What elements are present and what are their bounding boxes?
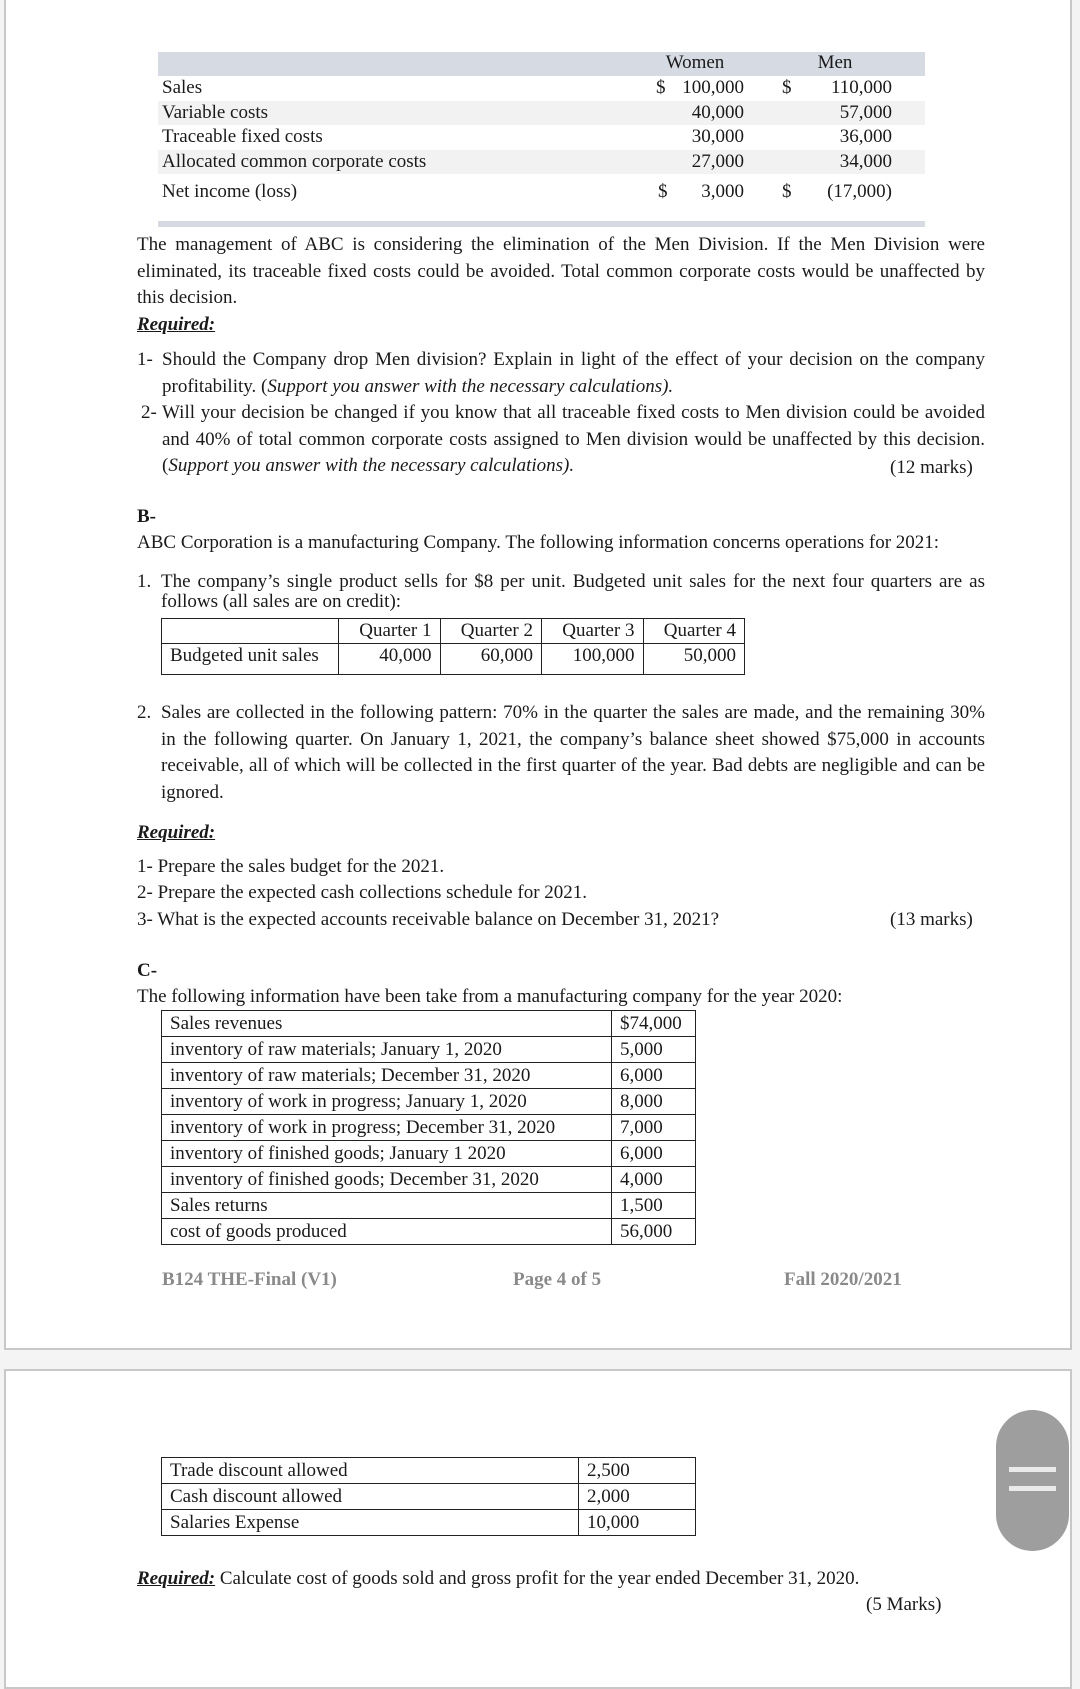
item-text: The company’s single product sells for $8 per unit. Budgeted unit sales for the next four quarters are as follows (all sales are on credit): [161,571,985,612]
value-cell: 40,000 [339,644,441,675]
section-a-required-wrap [137,312,985,339]
row-value: 6,000 [612,1141,696,1167]
section-b-item-1 [137,572,985,612]
section-b-item-2 [137,700,985,806]
header-cell: Quarter 4 [643,619,745,644]
footer-semester: Fall 2020/2021 [784,1269,902,1290]
scroll-drag-handle[interactable] [996,1410,1069,1551]
item-number: 1. [137,571,152,592]
row-value: $74,000 [612,1011,696,1037]
table-row [162,1011,696,1037]
currency: $ [658,181,668,202]
currency: $ [656,77,666,98]
table-row [162,1063,696,1089]
question-note: Support you answer with the necessary calculations). [267,375,674,397]
row-label: Sales returns [162,1193,612,1219]
women-allocated: 27,000 [691,151,744,172]
row-label: Cash discount allowed [162,1484,579,1510]
row-value: 2,500 [579,1458,696,1484]
men-allocated: 34,000 [839,151,892,172]
row-value: 10,000 [579,1510,696,1536]
row-label: inventory of finished goods; January 1 2020 [162,1141,612,1167]
budgeted-unit-sales-table [161,618,745,675]
value-cell: 50,000 [643,644,745,675]
table-row [162,1089,696,1115]
item-number: 2. [137,702,152,723]
row-label: cost of goods produced [162,1219,612,1245]
table-row [162,644,745,675]
row-value: 5,000 [612,1037,696,1063]
header-women: Women [665,52,725,73]
row-value: 1,500 [612,1193,696,1219]
row-label: inventory of finished goods; December 31, 2020 [162,1167,612,1193]
men-sales: 110,000 [830,77,892,98]
header-men: Men [817,52,853,73]
row-label: inventory of work in progress; December 31, 2020 [162,1115,612,1141]
row-label: inventory of work in progress; January 1, 2020 [162,1089,612,1115]
table-row [162,1115,696,1141]
row-value: 2,000 [579,1484,696,1510]
required-label: Required: [137,822,216,843]
women-sales: 100,000 [682,77,744,98]
item-text: Sales are collected in the following pattern: 70% in the quarter the sales are made, and the remaining 30% in the following quarter. On January 1, 2021, the company’s balance sheet showed $75,000 in accounts receivable, all of which will be collected in the first quarter of the year. Bad debts are negligible and can be ignored. [161,702,985,803]
required-label: Required: [137,314,216,335]
row-label: inventory of raw materials; January 1, 2020 [162,1037,612,1063]
question-number: 1- [137,349,153,370]
header-cell [162,619,339,644]
table-header-row [162,619,745,644]
section-b-intro: ABC Corporation is a manufacturing Company. The following information concerns operations for 2021: [137,532,940,553]
section-c-marks: (5 Marks) [866,1594,942,1615]
row-label: Sales revenues [162,1011,612,1037]
row-label: Salaries Expense [162,1510,579,1536]
table-row [162,1510,696,1536]
section-a-marks: (12 marks) [890,457,973,478]
footer-page-number: Page 4 of 5 [513,1269,602,1290]
men-net-income: (17,000) [827,181,892,202]
section-b-marks: (13 marks) [890,909,973,930]
section-a-question-1 [137,347,985,400]
section-b-question-3: 3- What is the expected accounts receivable balance on December 31, 2021? [137,909,720,930]
row-value: 8,000 [612,1089,696,1115]
required-text: Calculate cost of goods sold and gross profit for the year ended December 31, 2020. [215,1568,860,1589]
row-label: Budgeted unit sales [162,644,339,675]
header-cell: Quarter 3 [542,619,644,644]
question-text: Will your decision be changed if you know that all traceable fixed costs to Men division could be avoided and 40% of total common corporate costs assigned to Men division would be unaffected by this decision. ( [162,402,985,476]
question-text: Should the Company drop Men division? Explain in light of the effect of your decision on the company profitability. ( [162,349,985,397]
row-label-net-income: Net income (loss) [162,181,298,202]
table-row [162,1037,696,1063]
table-row [162,1193,696,1219]
table-bottom-band [158,221,925,227]
men-variable: 57,000 [839,102,892,123]
table-row [162,1484,696,1510]
section-c-required [137,1566,859,1591]
required-label: Required: [137,1568,216,1589]
row-label-sales: Sales [162,77,203,98]
question-note: Support you answer with the necessary calculations). [168,455,575,476]
row-label-traceable: Traceable fixed costs [162,126,323,147]
row-label: inventory of raw materials; December 31, 2020 [162,1063,612,1089]
table-row [162,1219,696,1245]
row-label-variable: Variable costs [162,102,269,123]
header-cell: Quarter 2 [440,619,542,644]
row-value: 7,000 [612,1115,696,1141]
question-number: 2- [141,402,157,423]
section-b-heading: B- [137,506,156,527]
women-traceable: 30,000 [691,126,744,147]
section-b-required [137,820,215,845]
section-a-question-2 [141,400,985,480]
section-a-intro: The management of ABC is considering the elimination of the Men Division. If the Men Division were eliminated, its traceable fixed costs could be avoided. Total common corporate costs would be unaffected by this decision. [137,234,985,308]
header-cell: Quarter 1 [339,619,441,644]
section-b-question-1: 1- Prepare the sales budget for the 2021. [137,856,445,877]
section-c-heading: C- [137,960,158,981]
men-traceable: 36,000 [839,126,892,147]
section-c-intro: The following information have been take from a manufacturing company for the year 2020: [137,986,843,1007]
footer-exam-code: B124 THE-Final (V1) [162,1269,337,1290]
table-row [162,1141,696,1167]
women-net-income: 3,000 [701,181,744,202]
value-cell: 60,000 [440,644,542,675]
section-b-question-2: 2- Prepare the expected cash collections schedule for 2021. [137,882,588,903]
manufacturing-data-table [161,1010,696,1245]
row-value: 6,000 [612,1063,696,1089]
row-value: 56,000 [612,1219,696,1245]
table-row [162,1167,696,1193]
row-label: Trade discount allowed [162,1458,579,1484]
currency: $ [782,181,792,202]
row-value: 4,000 [612,1167,696,1193]
value-cell: 100,000 [542,644,644,675]
table-row [162,1458,696,1484]
women-variable: 40,000 [691,102,744,123]
currency: $ [782,77,792,98]
expenses-table [161,1457,696,1536]
row-label-allocated: Allocated common corporate costs [162,151,427,172]
